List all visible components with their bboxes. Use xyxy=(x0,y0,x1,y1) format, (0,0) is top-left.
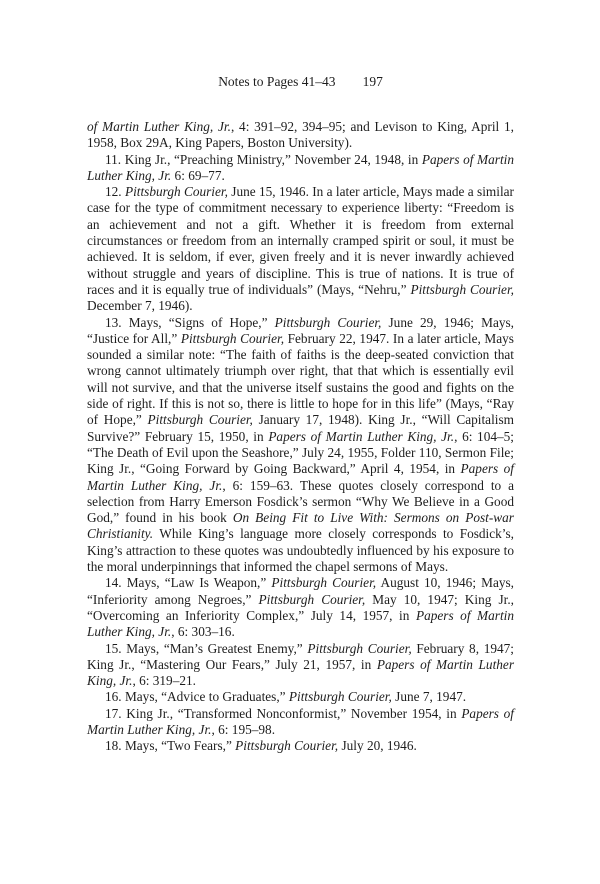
note-text: June 29, 1946; Mays, “Justice for All,” xyxy=(87,314,514,346)
note-text: , 4: 391–92, 394–95; and Levison to King, April 1, 1958, Box 29A, King Papers, Boston University). xyxy=(87,119,514,151)
note-text: , 6: 319–21. xyxy=(132,673,196,689)
page-number: 197 xyxy=(362,74,383,89)
note-italic-text: Papers of Martin Luther King, Jr. xyxy=(87,656,514,689)
note-italic-text: Papers of Martin Luther King, Jr. xyxy=(87,705,514,737)
note-paragraph xyxy=(87,706,514,739)
note-text: 13. Mays, “Signs of Hope,” xyxy=(105,314,275,330)
note-text: June 15, 1946. In a later article, Mays made a similar case for the type of commitment necessary to experience liberty: “Freedom is an achievement and not a gift. Whether it is freedom from external circumstances or freedom from an internally cramped spirit or soul, it must be achieved. It is seldom, if ever, given freely and it is never inwardly achieved without struggle and years of discipline. This is true of nations. It is true of races and it is equally true of individuals” (Mays, “Nehru,” xyxy=(87,184,514,297)
note-paragraph xyxy=(87,689,514,705)
note-text: 12. xyxy=(105,184,125,200)
note-italic-text: Pittsburgh Courier, xyxy=(410,281,514,297)
note-text: February 8, 1947; King Jr., “Mastering Our Fears,” July 21, 1957, in xyxy=(87,640,514,672)
note-text: August 10, 1946; Mays, “Inferiority among Negroes,” xyxy=(87,575,514,607)
note-paragraph xyxy=(87,575,514,640)
note-text: , 6: 104–5; “The Death of Evil upon the Seashore,” July 24, 1955, Folder 110, Sermon File; King Jr., “Going Forward by Going Backward,” April 4, 1954, in xyxy=(87,428,514,477)
note-text: 17. King Jr., “Transformed Nonconformist,” November 1954, in xyxy=(105,705,462,721)
note-italic-text: Papers of Martin Luther King, Jr. xyxy=(87,607,514,640)
note-italic-text: Papers of Martin Luther King, Jr. xyxy=(87,151,514,183)
note-text: June 7, 1947. xyxy=(391,689,467,705)
note-text: 16. Mays, “Advice to Graduates,” xyxy=(105,689,289,705)
note-italic-text: Papers of Martin Luther King, Jr. xyxy=(268,428,455,444)
note-paragraph xyxy=(87,738,514,754)
note-text: , 6: 303–16. xyxy=(171,624,235,640)
note-italic-text: Pittsburgh Courier, xyxy=(288,689,392,705)
note-italic-text: Pittsburgh Courier, xyxy=(258,591,366,607)
note-paragraph xyxy=(87,641,514,690)
note-text: December 7, 1946). xyxy=(87,298,193,314)
running-head-title: Notes to Pages 41–43 xyxy=(218,74,336,89)
note-italic-text: On Being Fit to Live With: Sermons on Post-war Christianity. xyxy=(87,510,514,542)
note-text: January 17, 1948). King Jr., “Will Capitalism Survive?” February 15, 1950, in xyxy=(87,412,514,444)
note-text: While King’s language more closely corresponds to Fosdick’s, King’s attraction to these quotes was undoubtedly influenced by his exposure to the moral underpinnings that informed the chapel sermons of Mays. xyxy=(87,526,514,575)
note-paragraph xyxy=(87,119,514,152)
note-italic-text: Pittsburgh Courier, xyxy=(180,330,285,346)
notes-list xyxy=(87,119,514,755)
note-text: 18. Mays, “Two Fears,” xyxy=(105,738,236,754)
note-text: , 6: 195–98. xyxy=(211,721,276,737)
note-italic-text: Pittsburgh Courier, xyxy=(147,412,253,428)
note-paragraph xyxy=(87,315,514,576)
note-text: February 22, 1947. In a later article, Mays sounded a similar note: “The faith of faiths is the deep-seated conviction that wrong cannot ultimately triumph over right, that that which is essentially evil will not survive, and that the universe itself sustains the good and fights on the side of right. If this is not so, there is little to hope for in this life” (Mays, “Ray of Hope,” xyxy=(87,330,514,428)
note-paragraph xyxy=(87,184,514,314)
note-italic-text: of Martin Luther King, Jr. xyxy=(87,119,231,134)
note-italic-text: Pittsburgh Courier, xyxy=(235,738,339,754)
note-text: 15. Mays, “Man’s Greatest Enemy,” xyxy=(105,640,308,656)
note-paragraph xyxy=(87,152,514,185)
note-text: , 6: 159–63. These quotes closely correspond to a selection from Harry Emerson Fosdick’s sermon “Why We Believe in a Good God,” found in his book xyxy=(87,477,515,526)
note-text: 14. Mays, “Law Is Weapon,” xyxy=(105,575,272,591)
note-text: July 20, 1946. xyxy=(338,738,417,754)
note-italic-text: Papers of Martin Luther King, Jr. xyxy=(87,461,514,493)
note-italic-text: Pittsburgh Courier, xyxy=(124,184,228,200)
note-text: 6: 69–77. xyxy=(171,167,225,183)
note-italic-text: Pittsburgh Courier, xyxy=(307,640,412,656)
note-italic-text: Pittsburgh Courier, xyxy=(274,314,382,330)
note-text: May 10, 1947; King Jr., “Overcoming an Inferiority Complex,” July 14, 1957, in xyxy=(87,591,514,623)
note-italic-text: Pittsburgh Courier, xyxy=(271,575,377,591)
note-text: 11. King Jr., “Preaching Ministry,” November 24, 1948, in xyxy=(105,151,422,167)
running-header xyxy=(87,74,514,90)
